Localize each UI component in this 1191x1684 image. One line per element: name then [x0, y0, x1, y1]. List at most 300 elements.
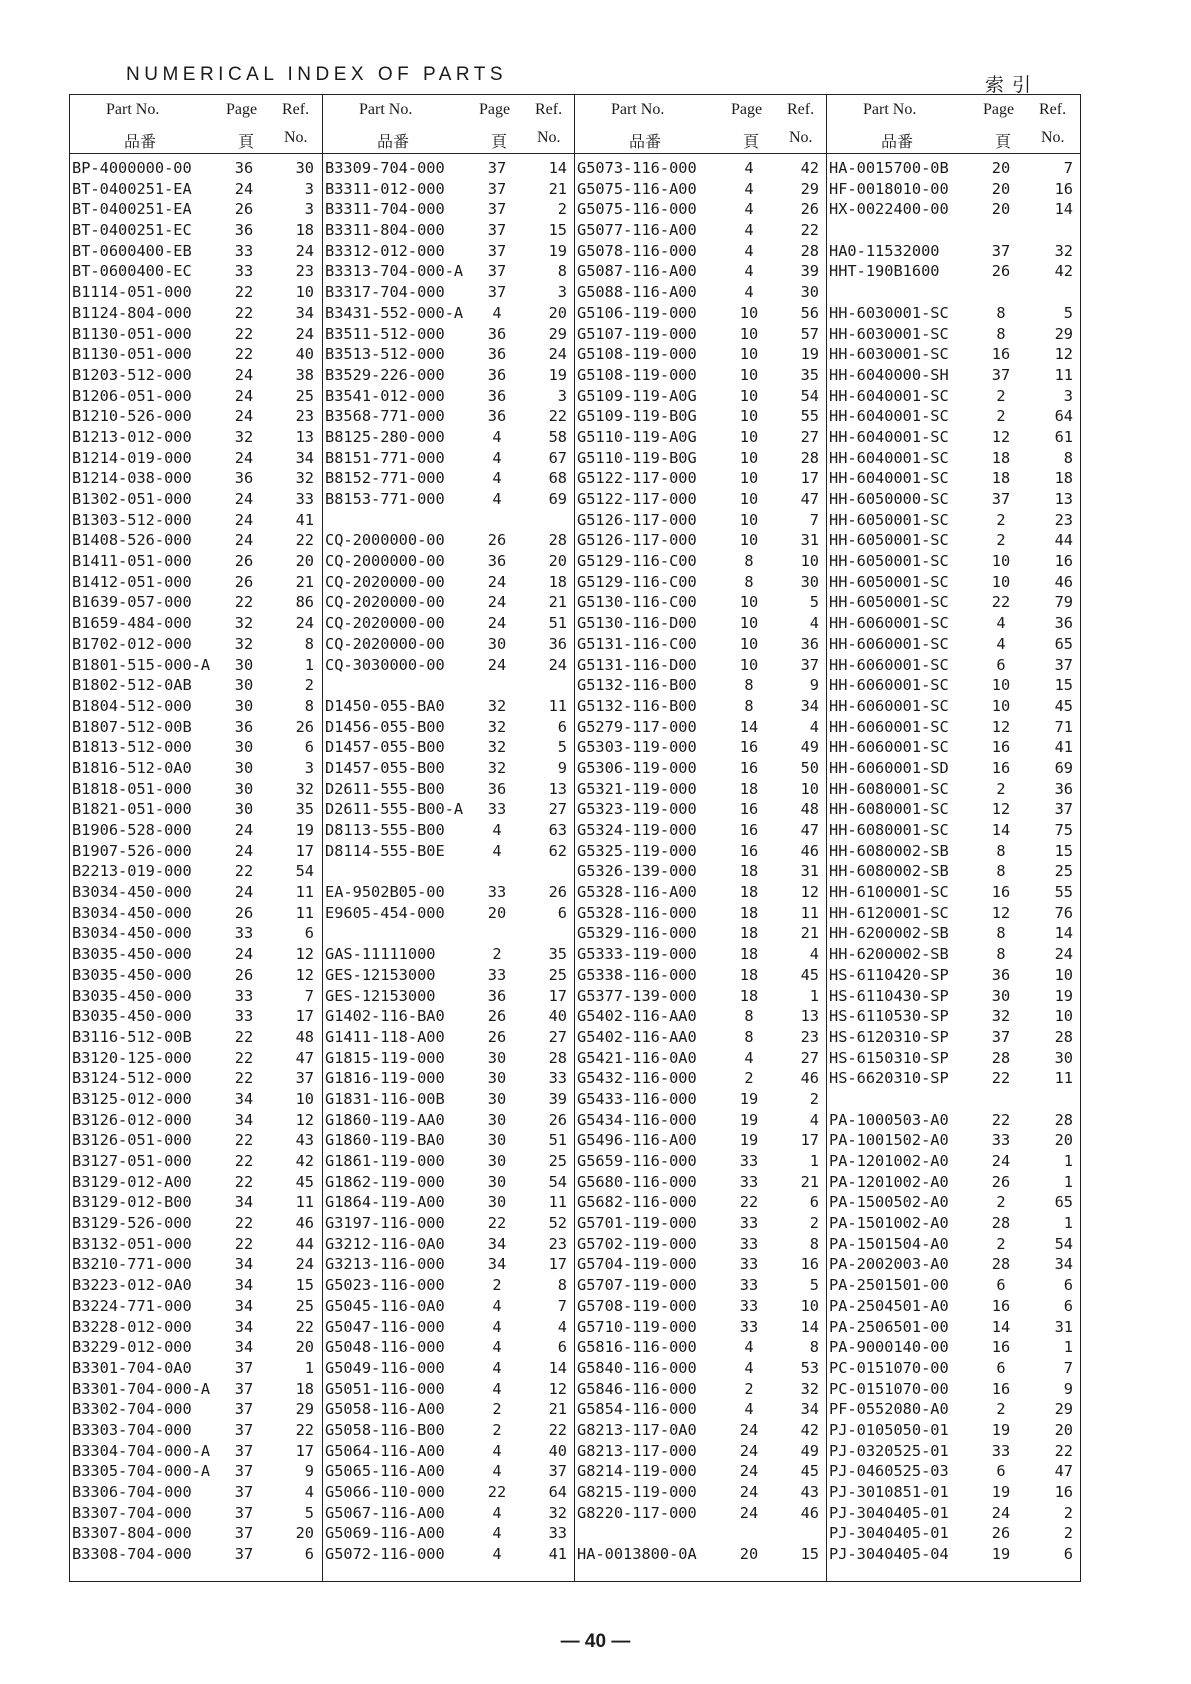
ref-cell: 24 [548, 345, 567, 364]
part-number-cell: G3213-116-000 [325, 1255, 445, 1274]
part-number-cell: G5049-116-000 [325, 1358, 445, 1377]
ref-cell: 4 [557, 1317, 567, 1336]
table-row [827, 1399, 1081, 1420]
part-number-cell: G1861-119-000 [325, 1152, 445, 1170]
table-row [827, 944, 1081, 965]
page-cell: 24 [234, 490, 254, 508]
ref-cell: 30 [295, 159, 314, 177]
page-cell: 32 [234, 634, 254, 653]
table-row [575, 282, 827, 303]
page-number: — 40 — [560, 1631, 631, 1652]
part-number-cell: G5066-110-000 [325, 1483, 445, 1501]
table-row [575, 1172, 827, 1193]
page-cell: 26 [991, 262, 1011, 281]
page-cell: 37 [487, 179, 507, 198]
part-number-cell: HH-6050000-SC [829, 490, 949, 508]
page-cell: 8 [744, 552, 754, 571]
page-cell: 14 [991, 821, 1011, 839]
page-cell: 22 [991, 1069, 1011, 1088]
ref-cell: 40 [295, 345, 314, 364]
part-number-cell: B8125-280-000 [325, 427, 445, 446]
table-row [70, 1192, 322, 1213]
part-number-cell: HS-6110530-SP [829, 1007, 949, 1026]
table-row [575, 427, 827, 448]
ref-cell: 7 [1063, 1358, 1073, 1377]
part-number-cell: G1860-119-BA0 [325, 1131, 445, 1150]
part-number-cell: CQ-3030000-00 [325, 655, 445, 674]
ref-cell: 8 [809, 1234, 819, 1253]
ref-cell: 75 [1054, 821, 1073, 839]
part-number-cell: G8220-117-000 [577, 1503, 697, 1522]
page-cell: 4 [744, 200, 754, 219]
ref-cell: 35 [800, 365, 819, 384]
part-number-cell: B3034-450-000 [72, 883, 192, 902]
page-cell: 24 [234, 841, 254, 860]
ref-cell: 19 [295, 821, 314, 839]
ref-cell: 8 [304, 696, 314, 715]
part-number-cell: HHT-190B1600 [829, 262, 940, 281]
page-cell: 2 [492, 1420, 502, 1439]
ref-cell: 22 [1054, 1441, 1073, 1460]
table-row [827, 675, 1081, 696]
part-number-cell: G5434-116-000 [577, 1110, 697, 1129]
header-part-no-jp: 品番 [124, 134, 157, 151]
page-cell: 37 [991, 490, 1011, 508]
table-row [827, 1192, 1081, 1213]
page-cell: 37 [234, 1358, 254, 1377]
header-ref-jp: No. [284, 129, 308, 146]
table-row [575, 696, 827, 717]
ref-cell: 20 [548, 552, 567, 571]
table-row [575, 1048, 827, 1069]
table-row [70, 1213, 322, 1234]
part-number-cell: B1210-526-000 [72, 407, 192, 426]
part-number-cell: B3513-512-000 [325, 345, 445, 364]
ref-cell: 28 [1054, 1110, 1073, 1129]
page-cell: 18 [739, 862, 759, 881]
part-number-cell: G1815-119-000 [325, 1048, 445, 1067]
page-cell: 37 [234, 1503, 254, 1522]
table-row [575, 510, 827, 531]
ref-cell: 8 [1063, 448, 1073, 467]
ref-cell: 18 [295, 221, 314, 240]
part-number-cell: HH-6080002-SB [829, 841, 949, 860]
table-row [827, 406, 1081, 427]
part-number-cell: G5129-116-C00 [577, 552, 697, 571]
part-number-cell: G5702-119-000 [577, 1234, 697, 1253]
part-number-cell: B3511-512-000 [325, 324, 445, 343]
table-row [70, 468, 322, 489]
part-number-cell: G8213-117-0A0 [577, 1420, 697, 1439]
ref-cell: 17 [295, 1441, 314, 1460]
table-row [70, 882, 322, 903]
part-number-cell: G5701-119-000 [577, 1214, 697, 1233]
page-cell: 33 [739, 1152, 759, 1170]
ref-cell: 9 [557, 758, 567, 777]
table-row [575, 841, 827, 862]
page-cell: 36 [991, 965, 1011, 984]
table-row [827, 324, 1081, 345]
part-number-cell: HH-6050001-SC [829, 552, 949, 571]
table-row [70, 737, 322, 758]
part-number-cell: G5377-139-000 [577, 986, 697, 1005]
ref-cell: 25 [295, 386, 314, 405]
ref-cell: 30 [800, 283, 819, 302]
table-row [323, 1234, 575, 1255]
part-number-cell: B1907-526-000 [72, 841, 192, 860]
ref-cell: 11 [800, 903, 819, 922]
page-cell: 28 [991, 1255, 1011, 1274]
table-row [575, 779, 827, 800]
page-cell: 10 [739, 593, 759, 612]
header-part-no: Part No. [106, 101, 160, 118]
page-cell: 33 [739, 1214, 759, 1233]
page-cell: 10 [739, 531, 759, 550]
page-cell: 36 [487, 324, 507, 343]
part-number-cell: B3304-704-000-A [72, 1441, 211, 1460]
ref-cell: 36 [1054, 614, 1073, 633]
ref-cell: 26 [800, 200, 819, 219]
page-cell: 22 [739, 1193, 759, 1212]
part-number-cell: B3307-804-000 [72, 1524, 192, 1543]
part-number-cell: G5324-119-000 [577, 821, 697, 839]
page-cell: 24 [234, 407, 254, 426]
table-row [323, 613, 575, 634]
table-row [323, 489, 575, 510]
part-number-cell: B3116-512-00B [72, 1027, 192, 1046]
ref-cell: 21 [548, 179, 567, 198]
ref-cell: 71 [1054, 717, 1073, 736]
part-number-cell: HH-6060001-SD [829, 758, 949, 777]
part-number-cell: B1214-019-000 [72, 448, 192, 467]
table-row [827, 303, 1081, 324]
table-rows [70, 154, 322, 1565]
header-part-no-jp: 品番 [629, 134, 662, 151]
ref-cell: 57 [800, 324, 819, 343]
column-header [575, 95, 827, 154]
page-cell: 30 [487, 1110, 507, 1129]
ref-cell: 2 [809, 1214, 819, 1233]
ref-cell: 6 [1063, 1296, 1073, 1315]
ref-cell: 1 [1063, 1214, 1073, 1233]
part-number-cell: G1864-119-A00 [325, 1193, 445, 1212]
table-row [323, 344, 575, 365]
part-number-cell: PA-1500502-A0 [829, 1193, 949, 1212]
part-number-cell: G3212-116-0A0 [325, 1234, 445, 1253]
page-cell: 2 [996, 531, 1006, 550]
table-row [575, 1151, 827, 1172]
part-number-cell: PJ-3040405-01 [829, 1503, 949, 1522]
part-number-cell: G5854-116-000 [577, 1400, 697, 1419]
page-cell: 10 [739, 365, 759, 384]
page-cell: 24 [234, 531, 254, 550]
ref-cell: 3 [1063, 386, 1073, 405]
page-cell: 33 [991, 1441, 1011, 1460]
ref-cell: 1 [1063, 1172, 1073, 1191]
part-number-cell: G5065-116-A00 [325, 1462, 445, 1481]
ref-cell: 34 [1054, 1255, 1073, 1274]
table-row [575, 1317, 827, 1338]
page-cell: 26 [487, 531, 507, 550]
table-row [827, 923, 1081, 944]
page-cell: 36 [234, 717, 254, 736]
ref-cell: 22 [548, 1420, 567, 1439]
page-cell: 30 [234, 676, 254, 695]
part-number-cell: B3035-450-000 [72, 945, 192, 964]
table-row [323, 1213, 575, 1234]
ref-cell: 32 [1054, 241, 1073, 260]
part-number-cell: E9605-454-000 [325, 903, 445, 922]
ref-cell: 34 [295, 303, 314, 322]
page-cell: 26 [234, 965, 254, 984]
table-row [70, 1420, 322, 1441]
ref-cell: 34 [295, 448, 314, 467]
ref-cell: 30 [800, 572, 819, 591]
part-number-cell: B3129-526-000 [72, 1214, 192, 1233]
page-cell: 30 [487, 1152, 507, 1170]
part-number-cell: G8213-117-000 [577, 1441, 697, 1460]
ref-cell: 28 [800, 448, 819, 467]
part-number-cell: G5132-116-B00 [577, 676, 697, 695]
part-number-cell: B3034-450-000 [72, 903, 192, 922]
table-row [575, 758, 827, 779]
ref-cell: 44 [1054, 531, 1073, 550]
table-row [827, 634, 1081, 655]
ref-cell: 28 [548, 531, 567, 550]
part-number-cell: HA-0015700-0B [829, 159, 949, 177]
ref-cell: 23 [800, 1027, 819, 1046]
ref-cell: 29 [1054, 1400, 1073, 1419]
part-number-cell: B3035-450-000 [72, 1007, 192, 1026]
header-part-no-jp: 品番 [377, 134, 410, 151]
table-row [70, 758, 322, 779]
table-row [827, 861, 1081, 882]
ref-cell: 37 [1054, 655, 1073, 674]
table-row [70, 1275, 322, 1296]
part-number-cell: HS-6120310-SP [829, 1027, 949, 1046]
ref-cell: 4 [809, 945, 819, 964]
page-cell: 22 [487, 1483, 507, 1501]
table-row [70, 779, 322, 800]
table-rows [323, 154, 575, 1565]
ref-cell: 32 [295, 469, 314, 488]
page-cell: 30 [234, 738, 254, 757]
page-cell: 10 [739, 303, 759, 322]
ref-cell: 6 [809, 1193, 819, 1212]
part-number-cell: G5072-116-000 [325, 1545, 445, 1564]
table-row [70, 1358, 322, 1379]
page-cell: 36 [487, 986, 507, 1005]
part-number-cell: G5707-119-000 [577, 1276, 697, 1295]
table-row [323, 1089, 575, 1110]
part-number-cell: G5106-119-000 [577, 303, 697, 322]
table-row [827, 841, 1081, 862]
part-number-cell: G5432-116-000 [577, 1069, 697, 1088]
table-row [575, 344, 827, 365]
part-number-cell: B1802-512-0AB [72, 676, 192, 695]
ref-cell: 23 [548, 1234, 567, 1253]
part-number-cell: GAS-11111000 [325, 945, 436, 964]
table-row [70, 324, 322, 345]
table-row [827, 530, 1081, 551]
part-number-cell: B3228-012-000 [72, 1317, 192, 1336]
ref-cell: 26 [548, 1110, 567, 1129]
table-row [575, 468, 827, 489]
ref-cell: 1 [1063, 1152, 1073, 1170]
part-number-cell: B1303-512-000 [72, 510, 192, 529]
page-cell: 34 [487, 1255, 507, 1274]
page-cell: 19 [739, 1089, 759, 1108]
ref-cell: 21 [548, 593, 567, 612]
page-cell: 32 [487, 758, 507, 777]
part-number-cell: G5708-119-000 [577, 1296, 697, 1315]
ref-cell: 1 [809, 1152, 819, 1170]
page-cell: 30 [234, 758, 254, 777]
part-number-cell: B3302-704-000 [72, 1400, 192, 1419]
page-cell: 22 [487, 1214, 507, 1233]
ref-cell: 20 [1054, 1420, 1073, 1439]
part-number-cell: G5122-117-000 [577, 469, 697, 488]
part-number-cell: B1412-051-000 [72, 572, 192, 591]
page-cell: 2 [996, 1400, 1006, 1419]
part-number-cell: B3127-051-000 [72, 1152, 192, 1170]
page-cell: 4 [996, 634, 1006, 653]
page-cell: 22 [234, 1069, 254, 1088]
page-cell: 16 [739, 800, 759, 819]
part-number-cell: PJ-3040405-04 [829, 1545, 949, 1564]
part-number-cell: HH-6030001-SC [829, 345, 949, 364]
page-cell: 22 [991, 593, 1011, 612]
part-number-cell: HH-6040001-SC [829, 448, 949, 467]
ref-cell: 7 [809, 510, 819, 529]
ref-cell: 55 [1054, 883, 1073, 902]
table-row [323, 1254, 575, 1275]
ref-cell: 86 [295, 593, 314, 612]
page-cell: 19 [991, 1420, 1011, 1439]
page-cell: 33 [739, 1296, 759, 1315]
table-row [70, 1544, 322, 1565]
part-number-cell: PA-1201002-A0 [829, 1152, 949, 1170]
page-cell: 16 [739, 821, 759, 839]
table-row [827, 1068, 1081, 1089]
page-cell: 18 [739, 903, 759, 922]
table-row [323, 1441, 575, 1462]
ref-cell: 12 [295, 945, 314, 964]
page-cell: 24 [234, 821, 254, 839]
table-row [323, 1130, 575, 1151]
table-row [323, 923, 575, 944]
page-cell: 30 [234, 696, 254, 715]
table-row [575, 1461, 827, 1482]
ref-cell: 46 [295, 1214, 314, 1233]
ref-cell: 68 [548, 469, 567, 488]
table-row [323, 1420, 575, 1441]
table-column [826, 95, 1081, 1581]
ref-cell: 52 [548, 1214, 567, 1233]
ref-cell: 7 [1063, 159, 1073, 177]
part-number-cell: EA-9502B05-00 [325, 883, 445, 902]
part-number-cell: G5064-116-A00 [325, 1441, 445, 1460]
table-row [70, 1337, 322, 1358]
table-row [827, 758, 1081, 779]
table-row [575, 1213, 827, 1234]
ref-cell: 9 [1063, 1379, 1073, 1398]
part-number-cell: B3035-450-000 [72, 965, 192, 984]
ref-cell: 39 [800, 262, 819, 281]
part-number-cell: B8152-771-000 [325, 469, 445, 488]
ref-cell: 25 [295, 1296, 314, 1315]
page-cell: 4 [744, 241, 754, 260]
ref-cell: 8 [304, 634, 314, 653]
ref-cell: 37 [295, 1069, 314, 1088]
page-cell: 24 [487, 655, 507, 674]
page-cell: 26 [991, 1524, 1011, 1543]
page-cell: 4 [744, 1400, 754, 1419]
ref-cell: 10 [800, 1296, 819, 1315]
page-cell: 34 [487, 1234, 507, 1253]
ref-cell: 46 [800, 1069, 819, 1088]
table-row [827, 799, 1081, 820]
part-number-cell: B3129-012-B00 [72, 1193, 192, 1212]
page-cell: 4 [492, 448, 502, 467]
ref-cell: 51 [548, 1131, 567, 1150]
ref-cell: 13 [1054, 490, 1073, 508]
page-cell: 18 [739, 986, 759, 1005]
page-cell: 8 [996, 324, 1006, 343]
ref-cell: 3 [557, 386, 567, 405]
part-number-cell: PA-1001502-A0 [829, 1131, 949, 1150]
part-number-cell: G5421-116-0A0 [577, 1048, 697, 1067]
part-number-cell: HH-6060001-SC [829, 676, 949, 695]
page-cell: 20 [991, 159, 1011, 177]
column-header [70, 95, 322, 154]
ref-cell: 54 [800, 386, 819, 405]
page-cell: 33 [739, 1276, 759, 1295]
page-cell: 33 [487, 800, 507, 819]
table-row [323, 634, 575, 655]
part-number-cell: G1862-119-000 [325, 1172, 445, 1191]
table-row [323, 696, 575, 717]
part-number-cell: BT-0600400-EB [72, 241, 192, 260]
ref-cell: 37 [548, 1462, 567, 1481]
ref-cell: 56 [800, 303, 819, 322]
part-number-cell: G5279-117-000 [577, 717, 697, 736]
page-cell: 4 [492, 427, 502, 446]
part-number-cell: B1804-512-000 [72, 696, 192, 715]
part-number-cell: HH-6060001-SC [829, 634, 949, 653]
part-number-cell: D1450-055-BA0 [325, 696, 445, 715]
ref-cell: 12 [295, 1110, 314, 1129]
table-row [575, 1275, 827, 1296]
page-cell: 4 [492, 469, 502, 488]
page-cell: 37 [991, 241, 1011, 260]
ref-cell: 20 [295, 552, 314, 571]
page-cell: 26 [991, 1172, 1011, 1191]
ref-cell: 45 [1054, 696, 1073, 715]
table-row [70, 241, 322, 262]
table-row [323, 799, 575, 820]
table-row [323, 1337, 575, 1358]
page-cell: 22 [234, 1152, 254, 1170]
page-cell: 33 [739, 1255, 759, 1274]
page-cell: 4 [492, 821, 502, 839]
part-number-cell: G5131-116-D00 [577, 655, 697, 674]
page-cell: 30 [487, 1089, 507, 1108]
table-column [70, 95, 322, 1581]
page-cell: 30 [487, 1048, 507, 1067]
page-cell: 10 [739, 655, 759, 674]
ref-cell: 27 [548, 1027, 567, 1046]
